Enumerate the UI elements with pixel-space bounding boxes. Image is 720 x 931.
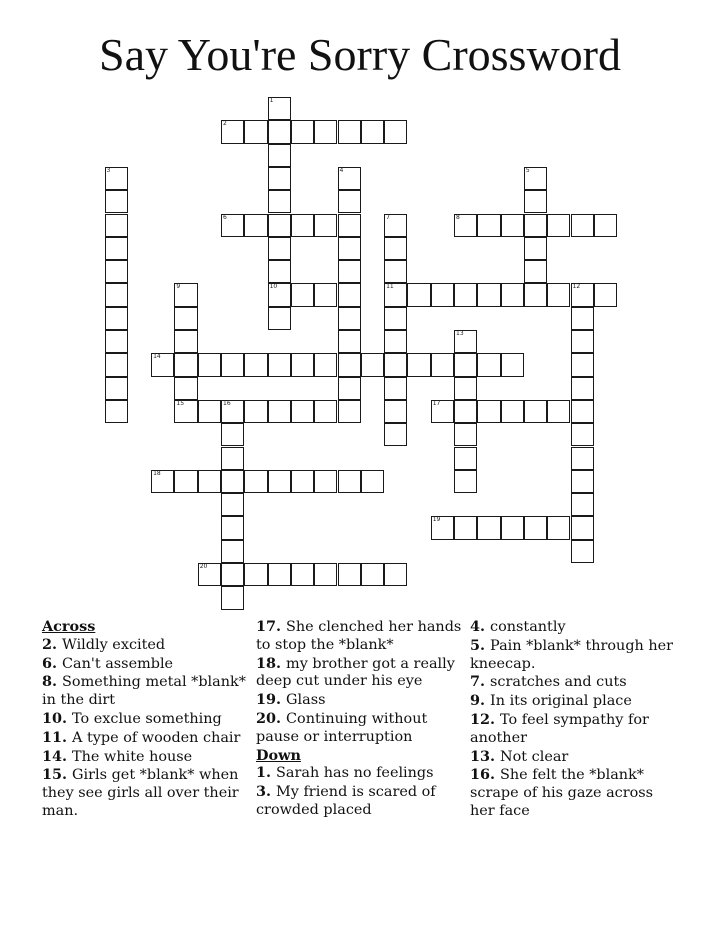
clue-text: Pain *blank* through her kneecap. xyxy=(470,637,674,672)
grid-cell[interactable] xyxy=(338,167,361,190)
clue-number-label: 20. xyxy=(256,709,287,727)
grid-cell[interactable] xyxy=(501,214,524,237)
clue-number: 12 xyxy=(572,283,581,291)
clue-number-label: 4. xyxy=(470,618,491,635)
clue-number: 14 xyxy=(153,353,161,361)
clue-number-label: 10. xyxy=(42,709,73,727)
clue-number: 4 xyxy=(339,166,344,174)
clue-item xyxy=(470,766,680,820)
clues-column-2 xyxy=(256,618,468,820)
grid-cell[interactable] xyxy=(384,307,407,330)
grid-cell[interactable] xyxy=(571,516,594,539)
grid-cell[interactable] xyxy=(221,447,244,470)
grid-cell[interactable] xyxy=(524,283,547,306)
clue-number: 9 xyxy=(176,283,181,291)
grid-cell[interactable] xyxy=(547,214,570,237)
page-title: Say You're Sorry Crossword xyxy=(99,29,621,80)
grid-cell[interactable] xyxy=(174,470,197,493)
grid-cell[interactable] xyxy=(454,377,477,400)
grid-cell[interactable] xyxy=(547,400,570,423)
grid-cell[interactable] xyxy=(571,377,594,400)
grid-cell[interactable] xyxy=(291,353,314,376)
grid-cell[interactable] xyxy=(384,400,407,423)
clue-item xyxy=(42,729,252,748)
grid-cell[interactable] xyxy=(594,283,617,306)
grid-cell[interactable] xyxy=(174,283,197,306)
grid-cell[interactable] xyxy=(151,470,174,493)
grid-cell[interactable] xyxy=(338,214,361,237)
grid-cell[interactable] xyxy=(384,330,407,353)
grid-cell[interactable] xyxy=(105,307,128,330)
clue-item xyxy=(256,618,468,655)
grid-cell[interactable] xyxy=(571,330,594,353)
clue-number: 3 xyxy=(106,166,111,174)
clue-text: Glass xyxy=(286,692,326,709)
grid-cell[interactable] xyxy=(501,353,524,376)
clue-text: My friend is scared of crowded placed xyxy=(256,784,436,818)
grid-cell[interactable] xyxy=(244,470,267,493)
clue-item xyxy=(256,691,468,710)
grid-cell[interactable] xyxy=(407,283,430,306)
grid-cell[interactable] xyxy=(431,283,454,306)
grid-cell[interactable] xyxy=(454,447,477,470)
clue-text: scratches and cuts xyxy=(490,674,627,691)
grid-cell[interactable] xyxy=(338,377,361,400)
clue-item xyxy=(256,710,468,747)
clue-number: 16 xyxy=(223,399,231,407)
grid-cell[interactable] xyxy=(338,400,361,423)
grid-cell[interactable] xyxy=(338,283,361,306)
grid-cell[interactable] xyxy=(477,214,500,237)
grid-cell[interactable] xyxy=(384,563,407,586)
grid-cell[interactable] xyxy=(314,214,337,237)
grid-cell[interactable] xyxy=(105,190,128,213)
grid-cell[interactable] xyxy=(221,214,244,237)
grid-cell[interactable] xyxy=(105,283,128,306)
grid-cell[interactable] xyxy=(268,237,291,260)
clue-text: Can't assemble xyxy=(62,655,174,672)
grid-cell[interactable] xyxy=(477,400,500,423)
grid-cell[interactable] xyxy=(244,353,267,376)
grid-cell[interactable] xyxy=(384,214,407,237)
grid-cell[interactable] xyxy=(174,377,197,400)
clue-text: The white house xyxy=(72,748,193,765)
grid-cell[interactable] xyxy=(571,400,594,423)
clue-number-label: 7. xyxy=(470,673,491,691)
grid-cell[interactable] xyxy=(524,214,547,237)
grid-cell[interactable] xyxy=(268,283,291,306)
grid-cell[interactable] xyxy=(477,353,500,376)
grid-cell[interactable] xyxy=(338,260,361,283)
grid-cell[interactable] xyxy=(291,214,314,237)
grid-cell[interactable] xyxy=(268,214,291,237)
grid-cell[interactable] xyxy=(314,563,337,586)
grid-cell[interactable] xyxy=(571,540,594,563)
clue-number: 10 xyxy=(269,283,278,291)
grid-cell[interactable] xyxy=(174,400,197,423)
grid-cell[interactable] xyxy=(268,470,291,493)
grid-cell[interactable] xyxy=(431,516,454,539)
grid-cell[interactable] xyxy=(454,283,477,306)
grid-cell[interactable] xyxy=(524,237,547,260)
clue-text: Wildly excited xyxy=(62,636,166,653)
grid-cell[interactable] xyxy=(291,470,314,493)
clue-number-label: 8. xyxy=(42,673,63,691)
clue-text: Continuing without pause or interruption xyxy=(256,710,428,745)
grid-cell[interactable] xyxy=(571,470,594,493)
grid-cell[interactable] xyxy=(361,470,384,493)
grid-cell[interactable] xyxy=(244,120,267,143)
grid-cell[interactable] xyxy=(454,423,477,446)
clue-text: To exclue something xyxy=(72,710,222,727)
clue-text: Not clear xyxy=(500,748,569,765)
grid-cell[interactable] xyxy=(198,400,221,423)
grid-cell[interactable] xyxy=(268,563,291,586)
clue-number-label: 9. xyxy=(470,692,491,710)
clue-number: 17 xyxy=(432,399,441,407)
grid-cell[interactable] xyxy=(501,516,524,539)
clue-item xyxy=(470,692,680,711)
clue-item xyxy=(42,766,252,820)
clue-number: 13 xyxy=(456,330,464,337)
clue-number: 15 xyxy=(176,399,185,407)
grid-cell[interactable] xyxy=(291,120,314,143)
grid-cell[interactable] xyxy=(361,120,384,143)
grid-cell[interactable] xyxy=(547,283,570,306)
grid-cell[interactable] xyxy=(221,423,244,446)
clue-item xyxy=(42,636,252,655)
clue-item xyxy=(256,764,468,783)
grid-cell[interactable] xyxy=(268,307,291,330)
grid-cell[interactable] xyxy=(571,307,594,330)
grid-cell[interactable] xyxy=(571,423,594,446)
clue-number: 1 xyxy=(269,97,274,104)
clue-number-label: 14. xyxy=(42,747,73,765)
grid-cell[interactable] xyxy=(524,260,547,283)
clue-number-label: 3. xyxy=(256,783,277,801)
clue-item xyxy=(42,710,252,729)
grid-cell[interactable] xyxy=(221,353,244,376)
grid-cell[interactable] xyxy=(268,400,291,423)
grid-cell[interactable] xyxy=(221,120,244,143)
grid-cell[interactable] xyxy=(221,400,244,423)
grid-cell[interactable] xyxy=(105,330,128,353)
grid-cell[interactable] xyxy=(105,260,128,283)
grid-cell[interactable] xyxy=(198,563,221,586)
grid-cell[interactable] xyxy=(244,563,267,586)
grid-cell[interactable] xyxy=(221,493,244,516)
grid-cell[interactable] xyxy=(105,353,128,376)
clue-number-label: 5. xyxy=(470,636,491,654)
grid-cell[interactable] xyxy=(361,353,384,376)
clue-number: 11 xyxy=(386,283,394,291)
grid-cell[interactable] xyxy=(501,400,524,423)
grid-cell[interactable] xyxy=(268,97,291,120)
grid-cell[interactable] xyxy=(244,214,267,237)
down-heading: Down xyxy=(256,746,301,764)
clue-number-label: 6. xyxy=(42,654,63,672)
grid-cell[interactable] xyxy=(221,563,244,586)
grid-cell[interactable] xyxy=(407,353,430,376)
grid-cell[interactable] xyxy=(454,353,477,376)
grid-cell[interactable] xyxy=(314,120,337,143)
clue-item xyxy=(470,673,680,692)
clue-number: 6 xyxy=(223,213,227,221)
clue-item xyxy=(470,637,680,674)
clue-text: To feel sympathy for another xyxy=(470,711,649,746)
clue-item xyxy=(470,711,680,748)
grid-cell[interactable] xyxy=(431,353,454,376)
grid-cell[interactable] xyxy=(314,283,337,306)
grid-cell[interactable] xyxy=(384,237,407,260)
grid-cell[interactable] xyxy=(477,283,500,306)
clue-number: 5 xyxy=(525,166,530,174)
clue-number-label: 11. xyxy=(42,728,73,746)
clue-item xyxy=(42,673,252,710)
grid-cell[interactable] xyxy=(314,470,337,493)
grid-cell[interactable] xyxy=(105,237,128,260)
grid-cell[interactable] xyxy=(384,423,407,446)
grid-cell[interactable] xyxy=(268,167,291,190)
clue-text: my brother got a really deep cut under his eye xyxy=(256,655,455,690)
clue-number-label: 12. xyxy=(470,710,501,728)
grid-cell[interactable] xyxy=(384,260,407,283)
grid-cell[interactable] xyxy=(221,586,244,609)
clue-item xyxy=(470,748,680,767)
grid-cell[interactable] xyxy=(594,214,617,237)
grid-cell[interactable] xyxy=(268,260,291,283)
grid-cell[interactable] xyxy=(338,470,361,493)
clue-text: constantly xyxy=(490,619,566,635)
grid-cell[interactable] xyxy=(105,214,128,237)
clue-text: Something metal *blank* in the dirt xyxy=(42,674,246,709)
clue-item xyxy=(42,655,252,674)
grid-cell[interactable] xyxy=(105,400,128,423)
clue-number-label: 1. xyxy=(256,764,277,782)
clue-number: 20 xyxy=(199,563,208,570)
grid-cell[interactable] xyxy=(454,400,477,423)
grid-cell[interactable] xyxy=(454,330,477,353)
grid-cell[interactable] xyxy=(384,377,407,400)
grid-cell[interactable] xyxy=(501,283,524,306)
clue-number-label: 18. xyxy=(256,654,287,672)
clue-number-label: 2. xyxy=(42,635,63,653)
clue-number: 19 xyxy=(432,516,441,524)
grid-cell[interactable] xyxy=(268,144,291,167)
grid-cell[interactable] xyxy=(105,377,128,400)
clue-text: She clenched her hands to stop the *blank* xyxy=(256,619,462,653)
clue-number: 2 xyxy=(223,120,227,128)
grid-cell[interactable] xyxy=(454,470,477,493)
grid-cell[interactable] xyxy=(454,516,477,539)
clue-number: 18 xyxy=(153,469,161,477)
grid-cell[interactable] xyxy=(221,516,244,539)
grid-cell[interactable] xyxy=(384,283,407,306)
clue-number: 7 xyxy=(386,213,390,221)
grid-cell[interactable] xyxy=(454,214,477,237)
grid-cell[interactable] xyxy=(524,190,547,213)
grid-cell[interactable] xyxy=(431,400,454,423)
grid-cell[interactable] xyxy=(384,353,407,376)
grid-cell[interactable] xyxy=(524,167,547,190)
grid-cell[interactable] xyxy=(105,167,128,190)
grid-cell[interactable] xyxy=(268,353,291,376)
clue-number-label: 19. xyxy=(256,691,287,709)
grid-cell[interactable] xyxy=(268,120,291,143)
grid-cell[interactable] xyxy=(571,493,594,516)
grid-cell[interactable] xyxy=(291,283,314,306)
grid-cell[interactable] xyxy=(338,330,361,353)
grid-cell[interactable] xyxy=(384,120,407,143)
clue-text: A type of wooden chair xyxy=(72,729,241,746)
clue-text: Sarah has no feelings xyxy=(276,765,434,782)
grid-cell[interactable] xyxy=(571,283,594,306)
clue-text: She felt the *blank* scrape of his gaze across her face xyxy=(470,767,654,819)
clue-item xyxy=(42,748,252,767)
grid-cell[interactable] xyxy=(221,470,244,493)
grid-cell[interactable] xyxy=(571,447,594,470)
clue-text: In its original place xyxy=(490,693,632,710)
grid-cell[interactable] xyxy=(477,516,500,539)
grid-cell[interactable] xyxy=(547,516,570,539)
grid-cell[interactable] xyxy=(291,400,314,423)
grid-cell[interactable] xyxy=(338,353,361,376)
grid-cell[interactable] xyxy=(151,353,174,376)
grid-cell[interactable] xyxy=(268,190,291,213)
clues-column-3 xyxy=(470,618,680,821)
clue-item xyxy=(256,655,468,692)
clue-text: Girls get *blank* when they see girls all over their man. xyxy=(42,767,239,819)
grid-cell[interactable] xyxy=(361,563,384,586)
clue-number-label: 17. xyxy=(256,618,287,635)
grid-cell[interactable] xyxy=(314,353,337,376)
grid-cell[interactable] xyxy=(524,516,547,539)
grid-cell[interactable] xyxy=(174,353,197,376)
grid-cell[interactable] xyxy=(291,563,314,586)
clue-number-label: 15. xyxy=(42,766,73,784)
grid-cell[interactable] xyxy=(338,237,361,260)
grid-cell[interactable] xyxy=(314,400,337,423)
across-heading: Across xyxy=(42,618,96,635)
grid-cell[interactable] xyxy=(198,470,221,493)
grid-cell[interactable] xyxy=(198,353,221,376)
grid-cell[interactable] xyxy=(174,307,197,330)
grid-cell[interactable] xyxy=(244,400,267,423)
clue-number: 8 xyxy=(456,213,460,221)
grid-cell[interactable] xyxy=(338,563,361,586)
grid-cell[interactable] xyxy=(221,540,244,563)
grid-cell[interactable] xyxy=(571,353,594,376)
clue-number-label: 16. xyxy=(470,766,501,784)
grid-cell[interactable] xyxy=(338,120,361,143)
grid-cell[interactable] xyxy=(571,214,594,237)
grid-cell[interactable] xyxy=(524,400,547,423)
clue-item xyxy=(256,783,468,820)
grid-cell[interactable] xyxy=(338,190,361,213)
grid-cell[interactable] xyxy=(338,307,361,330)
clue-number-label: 13. xyxy=(470,747,501,765)
clues-column-1 xyxy=(42,618,252,821)
grid-cell[interactable] xyxy=(174,330,197,353)
clue-item xyxy=(470,618,680,637)
